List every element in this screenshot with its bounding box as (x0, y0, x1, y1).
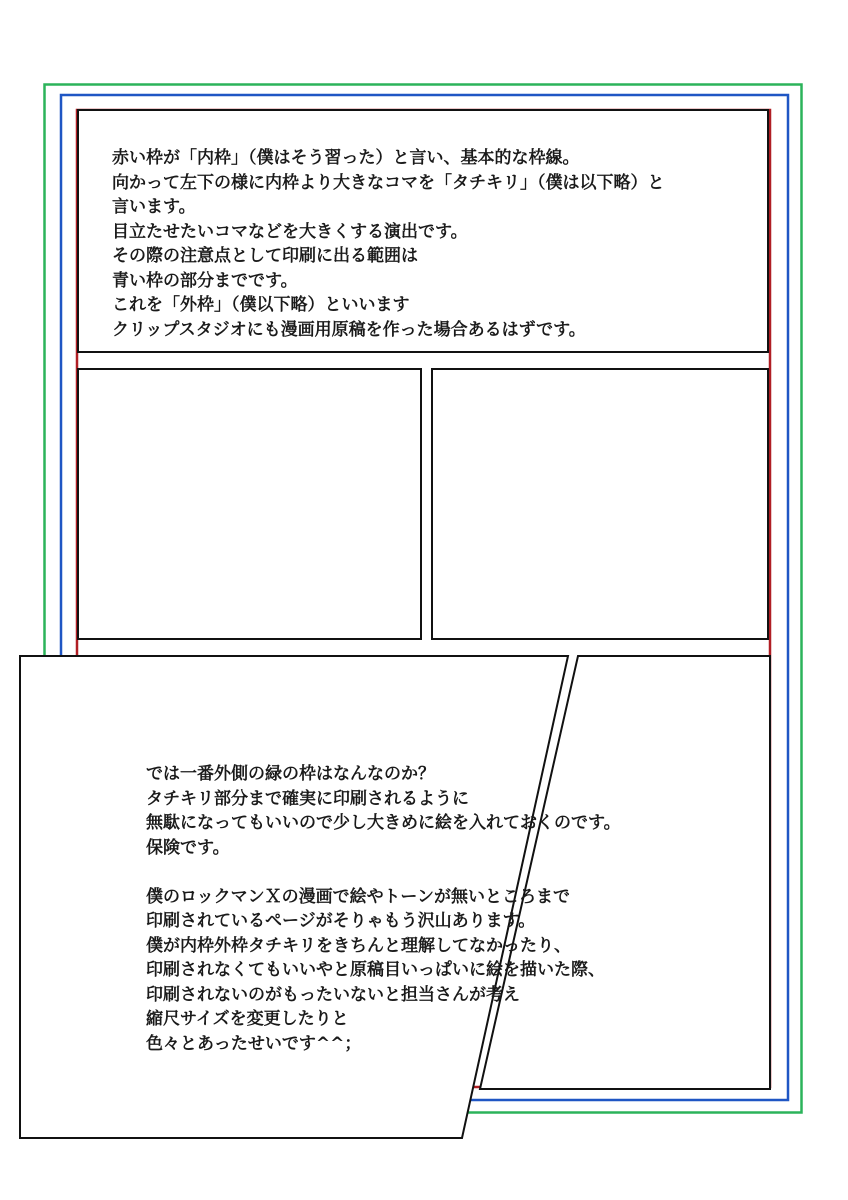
text-line: 印刷されているページがそりゃもう沢山あります。 (146, 911, 536, 931)
panel-middle-left (78, 369, 421, 639)
text-line: 縮尺サイズを変更したりと (146, 1009, 349, 1029)
text-line: 僕のロックマンＸの漫画で絵やトーンが無いところまで (146, 886, 570, 907)
panel-middle-right (432, 369, 768, 639)
text-line: 言います。 (112, 197, 196, 217)
text-line: 目立たせたいコマなどを大きくする演出です。 (112, 221, 468, 242)
top-explanation-text (112, 146, 665, 342)
text-line: 青い枠の部分までです。 (112, 270, 298, 291)
text-line: その際の注意点として印刷に出る範囲は (112, 246, 418, 266)
text-line: 保険です。 (146, 837, 230, 858)
text-line: では一番外側の緑の枠はなんなのか？ (146, 764, 435, 784)
text-line: クリップスタジオにも漫画用原稿を作った場合あるはずです。 (112, 319, 586, 340)
text-line (146, 860, 621, 885)
text-line: これを「外枠」（僕以下略）といいます (112, 295, 410, 315)
text-line: タチキリ部分まで確実に印刷されるように (146, 788, 469, 809)
text-line: 印刷されなくてもいいやと原稿目いっぱいに絵を描いた際、 (146, 960, 605, 980)
text-line: 僕が内枠外枠タチキリをきちんと理解してなかったり、 (146, 935, 571, 956)
text-line: 無駄になってもいいので少し大きめに絵を入れておくのです。 (146, 813, 621, 833)
text-line: 色々とあったせいです^^； (146, 1033, 362, 1054)
text-line: 赤い枠が「内枠」（僕はそう習った）と言い、基本的な枠線。 (112, 148, 580, 168)
text-line: 印刷されないのがもったいないと担当さんが考え (146, 984, 520, 1005)
bottom-explanation-text (146, 762, 621, 1056)
text-line: 向かって左下の様に内枠より大きなコマを「タチキリ」（僕は以下略）と (112, 172, 665, 193)
